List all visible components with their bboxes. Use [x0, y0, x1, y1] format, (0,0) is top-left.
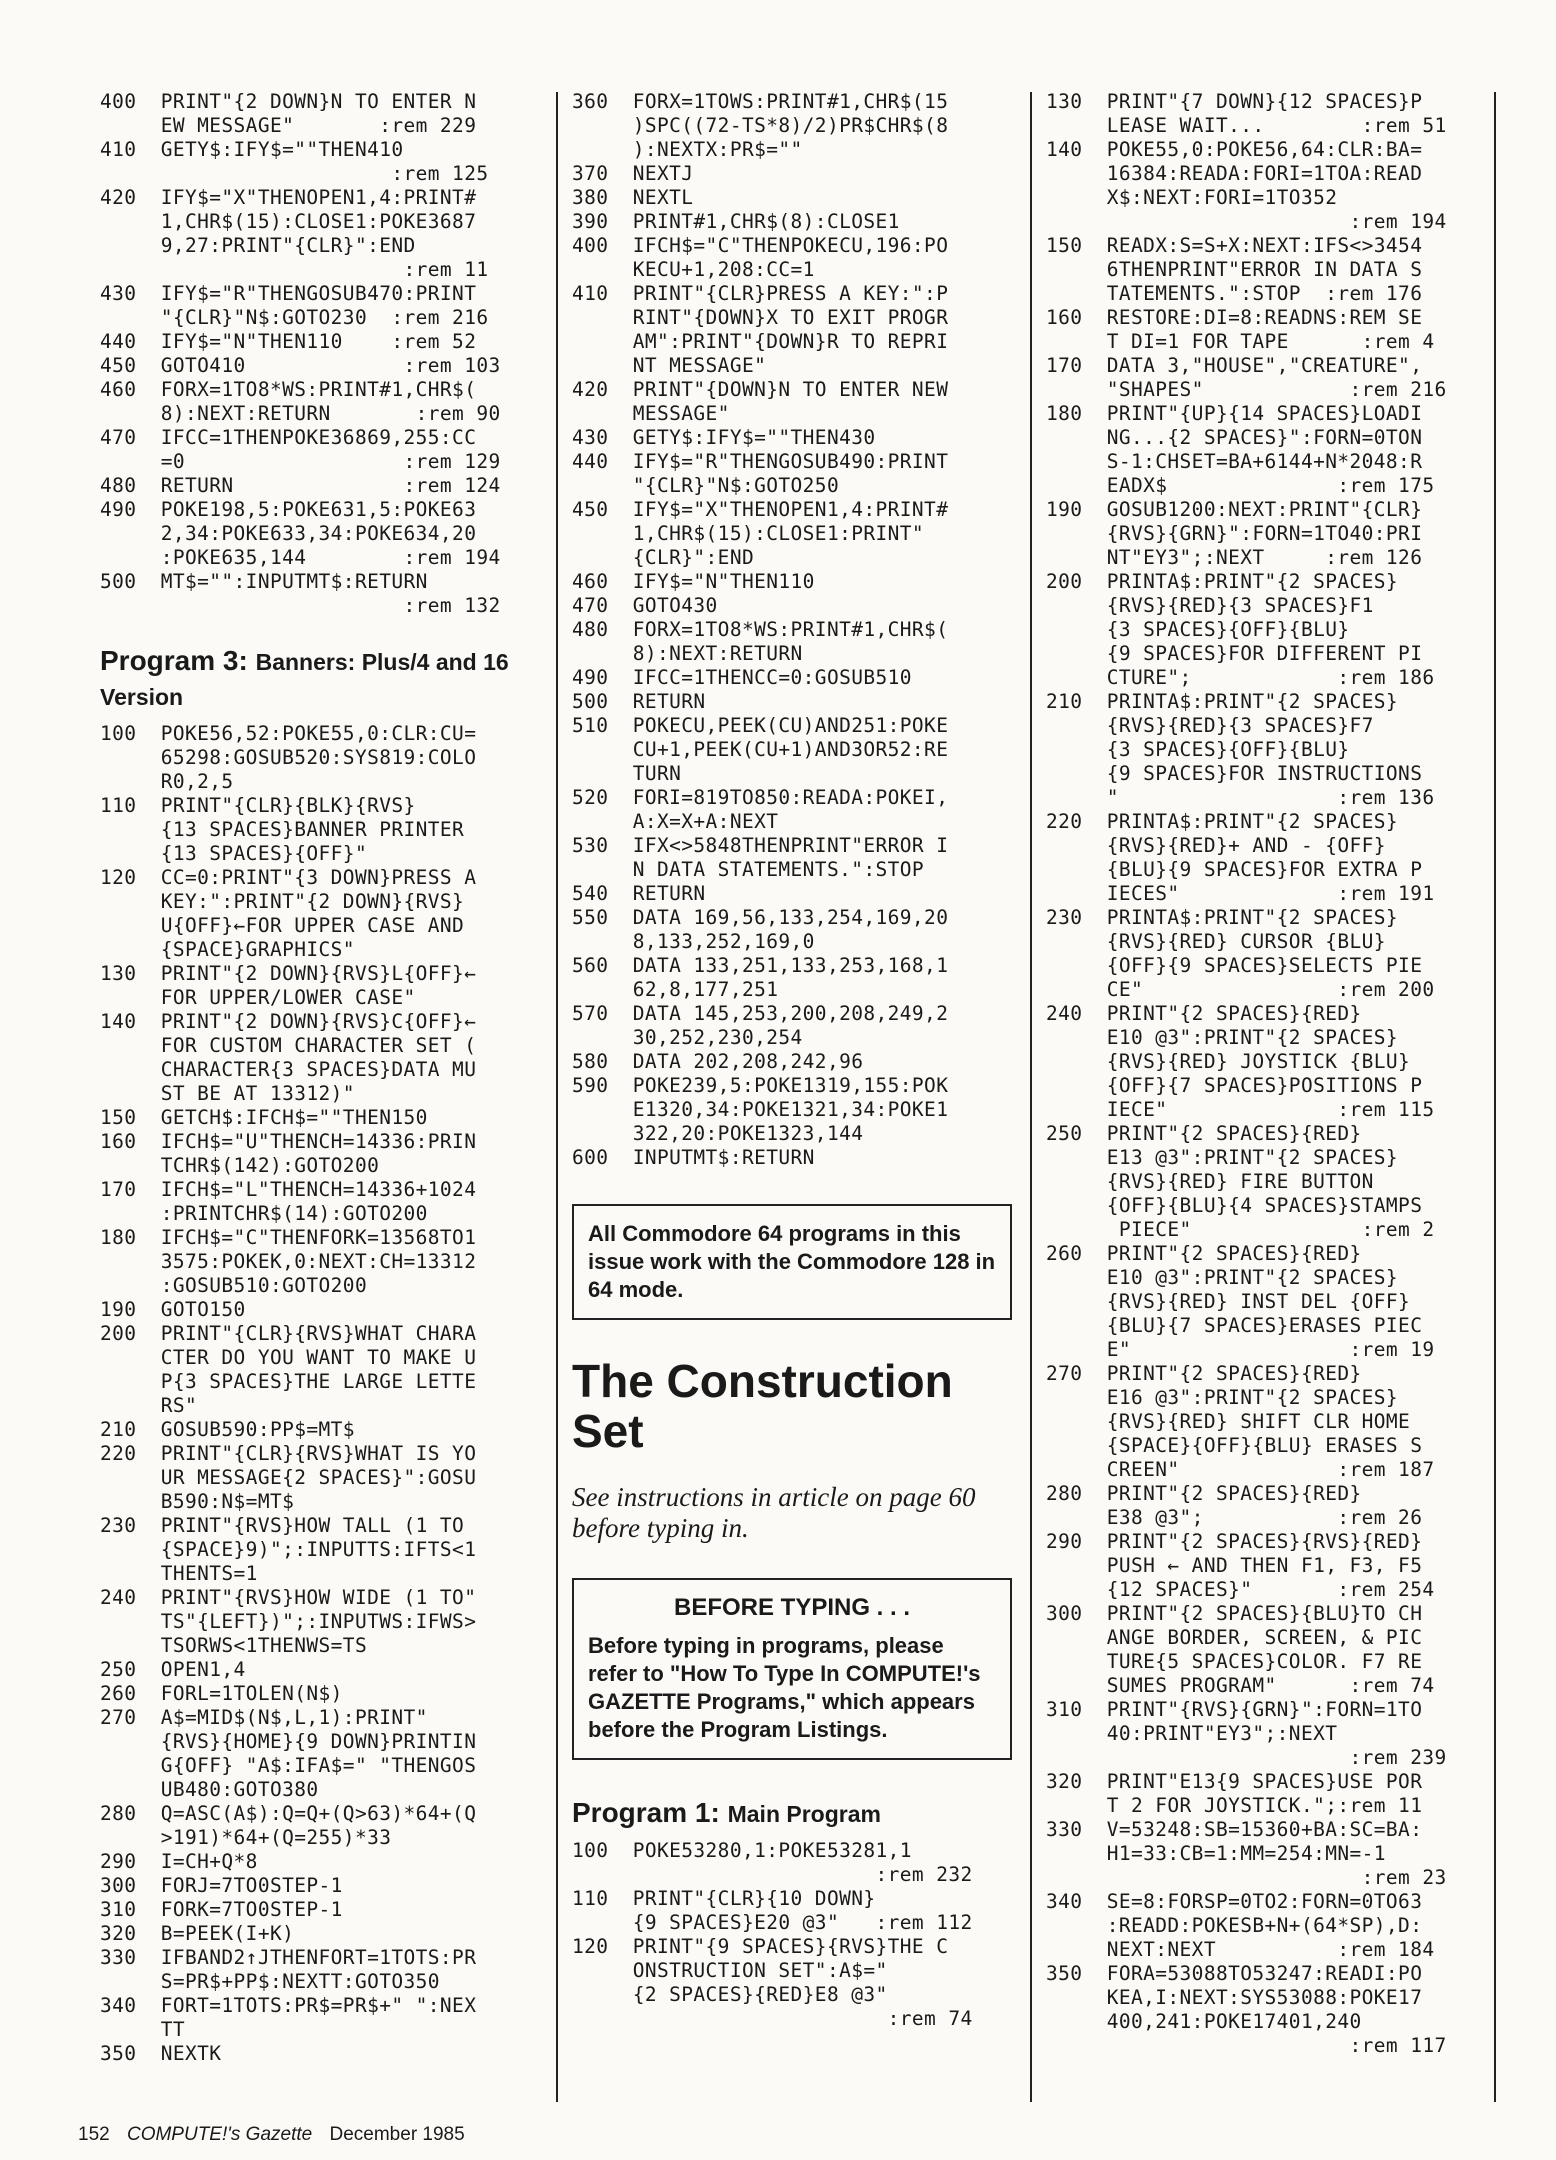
- code-line: :PRINTCHR$(14):GOTO200: [100, 1202, 428, 1225]
- code-line: 430 IFY$="R"THENGOSUB470:PRINT: [100, 282, 477, 305]
- code-line: {SPACE}9)";:INPUTTS:IFTS<1: [100, 1538, 477, 1561]
- code-line: {3 SPACES}{OFF}{BLU}: [1046, 618, 1350, 641]
- code-line: 160 RESTORE:DI=8:READNS:REM SE: [1046, 306, 1423, 329]
- code-line: 300 FORJ=7TO0STEP-1: [100, 1874, 343, 1897]
- code-line: ST BE AT 13312)": [100, 1082, 355, 1105]
- code-line: 310 PRINT"{RVS}{GRN}":FORN=1TO: [1046, 1698, 1423, 1721]
- code-line: 190 GOTO150: [100, 1298, 246, 1321]
- code-line: :POKE635,144 :rem 194: [100, 546, 501, 569]
- program-3-listing: [100, 722, 540, 2066]
- code-line: {SPACE}GRAPHICS": [100, 938, 355, 961]
- code-line: :rem 132: [100, 594, 501, 617]
- code-line: 410 GETY$:IFY$=""THEN410: [100, 138, 404, 161]
- column-2: [572, 90, 1012, 2031]
- code-line: 120 PRINT"{9 SPACES}{RVS}THE C: [572, 1935, 949, 1958]
- code-line: :rem 239: [1046, 1746, 1447, 1769]
- code-line: UR MESSAGE{2 SPACES}":GOSU: [100, 1466, 477, 1489]
- code-line: 9,27:PRINT"{CLR}":END: [100, 234, 416, 257]
- code-line: 220 PRINTA$:PRINT"{2 SPACES}: [1046, 810, 1399, 833]
- code-line: TS"{LEFT})";:INPUTWS:IFWS>: [100, 1610, 477, 1633]
- code-line: 450 GOTO410 :rem 103: [100, 354, 501, 377]
- code-line: 180 IFCH$="C"THENFORK=13568TO1: [100, 1226, 477, 1249]
- before-typing-text: Before typing in programs, please refer to "How To Type In COMPUTE!'s GAZETTE Programs," which appears before the Program Listings.: [588, 1633, 981, 1742]
- code-line: 340 FORT=1TOTS:PR$=PR$+" ":NEX: [100, 1994, 477, 2017]
- code-line: 100 POKE56,52:POKE55,0:CLR:CU=: [100, 722, 477, 745]
- code-line: 290 PRINT"{2 SPACES}{RVS}{RED}: [1046, 1530, 1423, 1553]
- code-line: 270 A$=MID$(N$,L,1):PRINT": [100, 1706, 428, 1729]
- code-line: UB480:GOTO380: [100, 1778, 319, 1801]
- code-line: 150 READX:S=S+X:NEXT:IFS<>3454: [1046, 234, 1423, 257]
- code-line: 320 PRINT"E13{9 SPACES}USE POR: [1046, 1770, 1423, 1793]
- program-1-listing: [572, 1839, 1012, 2031]
- code-line: A:X=X+A:NEXT: [572, 810, 779, 833]
- code-line: IECES" :rem 191: [1046, 882, 1435, 905]
- code-line: {SPACE}{OFF}{BLU} ERASES S: [1046, 1434, 1423, 1457]
- code-line: 8):NEXT:RETURN :rem 90: [100, 402, 501, 425]
- code-line: 420 PRINT"{DOWN}N TO ENTER NEW: [572, 378, 949, 401]
- code-line: 280 Q=ASC(A$):Q=Q+(Q>63)*64+(Q: [100, 1802, 477, 1825]
- program-3-label: Program 3:: [100, 645, 248, 676]
- code-line: 330 V=53248:SB=15360+BA:SC=BA:: [1046, 1818, 1423, 1841]
- column-1: [100, 90, 540, 2066]
- code-line: NT MESSAGE": [572, 354, 767, 377]
- code-line: N DATA STATEMENTS.":STOP: [572, 858, 925, 881]
- code-line: {RVS}{RED}{3 SPACES}F7: [1046, 714, 1374, 737]
- code-line: {BLU}{9 SPACES}FOR EXTRA P: [1046, 858, 1423, 881]
- code-line: 30,252,230,254: [572, 1026, 803, 1049]
- code-line: {9 SPACES}FOR DIFFERENT PI: [1046, 642, 1423, 665]
- code-line: 570 DATA 145,253,200,208,249,2: [572, 1002, 949, 1025]
- code-line: R0,2,5: [100, 770, 234, 793]
- code-line: H1=33:CB=1:MM=254:MN=-1: [1046, 1842, 1386, 1865]
- column-divider: [1030, 92, 1032, 2102]
- code-line: {RVS}{HOME}{9 DOWN}PRINTIN: [100, 1730, 477, 1753]
- code-line: 490 IFCC=1THENCC=0:GOSUB510: [572, 666, 912, 689]
- column-3: [1046, 90, 1486, 2058]
- code-line: 500 RETURN: [572, 690, 706, 713]
- code-line: 480 RETURN :rem 124: [100, 474, 501, 497]
- code-line: IECE" :rem 115: [1046, 1098, 1435, 1121]
- code-line: 410 PRINT"{CLR}PRESS A KEY:":P: [572, 282, 949, 305]
- code-line: 62,8,177,251: [572, 978, 779, 1001]
- code-line: :rem 23: [1046, 1866, 1447, 1889]
- code-line: 190 GOSUB1200:NEXT:PRINT"{CLR}: [1046, 498, 1423, 521]
- code-line: NEXT:NEXT :rem 184: [1046, 1938, 1435, 1961]
- code-line: 540 RETURN: [572, 882, 706, 905]
- code-line: 550 DATA 169,56,133,254,169,20: [572, 906, 949, 929]
- code-line: :rem 232: [572, 1863, 973, 1886]
- code-line: 1,CHR$(15):CLOSE1:POKE3687: [100, 210, 477, 233]
- note-text: All Commodore 64 programs in this issue work with the Commodore 128 in 64 mode.: [588, 1221, 996, 1302]
- code-line: {OFF}{BLU}{4 SPACES}STAMPS: [1046, 1194, 1423, 1217]
- code-line: LEASE WAIT... :rem 51: [1046, 114, 1447, 137]
- code-line: 380 NEXTL: [572, 186, 694, 209]
- code-line: :GOSUB510:GOTO200: [100, 1274, 368, 1297]
- code-line: 200 PRINTA$:PRINT"{2 SPACES}: [1046, 570, 1399, 593]
- code-line: 140 PRINT"{2 DOWN}{RVS}C{OFF}←: [100, 1010, 477, 1033]
- code-line: {RVS}{RED} FIRE BUTTON: [1046, 1170, 1374, 1193]
- code-line: {12 SPACES}" :rem 254: [1046, 1578, 1435, 1601]
- code-line: RINT"{DOWN}X TO EXIT PROGR: [572, 306, 949, 329]
- code-line: 150 GETCH$:IFCH$=""THEN150: [100, 1106, 428, 1129]
- code-line: 460 IFY$="N"THEN110: [572, 570, 815, 593]
- commodore-128-note-box: [572, 1204, 1012, 1320]
- code-line: FOR CUSTOM CHARACTER SET (: [100, 1034, 477, 1057]
- code-line: :rem 74: [572, 2007, 973, 2030]
- code-line: 250 PRINT"{2 SPACES}{RED}: [1046, 1122, 1362, 1145]
- code-line: U{OFF}←FOR UPPER CASE AND: [100, 914, 465, 937]
- code-line: {9 SPACES}E20 @3" :rem 112: [572, 1911, 973, 1934]
- column-divider: [556, 92, 558, 2102]
- code-line: CREEN" :rem 187: [1046, 1458, 1435, 1481]
- code-line: 420 IFY$="X"THENOPEN1,4:PRINT#: [100, 186, 477, 209]
- code-line: S=PR$+PP$:NEXTT:GOTO350: [100, 1970, 440, 1993]
- code-line: 270 PRINT"{2 SPACES}{RED}: [1046, 1362, 1362, 1385]
- code-line: MESSAGE": [572, 402, 730, 425]
- code-line: :READD:POKESB+N+(64*SP),D:: [1046, 1914, 1423, 1937]
- code-line: TT: [100, 2018, 185, 2041]
- code-line: ANGE BORDER, SCREEN, & PIC: [1046, 1626, 1423, 1649]
- code-line: {OFF}{7 SPACES}POSITIONS P: [1046, 1074, 1423, 1097]
- code-line: 1,CHR$(15):CLOSE1:PRINT": [572, 522, 925, 545]
- code-line: {BLU}{7 SPACES}ERASES PIEC: [1046, 1314, 1423, 1337]
- code-line: 490 POKE198,5:POKE631,5:POKE63: [100, 498, 477, 521]
- code-line: KEA,I:NEXT:SYS53088:POKE17: [1046, 1986, 1423, 2009]
- program-3-subtitle: Banners: Plus/4 and 16 Version: [100, 649, 509, 710]
- code-line: 170 DATA 3,"HOUSE","CREATURE",: [1046, 354, 1423, 377]
- code-line: TCHR$(142):GOTO200: [100, 1154, 380, 1177]
- code-line: AM":PRINT"{DOWN}R TO REPRI: [572, 330, 949, 353]
- code-line: 110 PRINT"{CLR}{BLK}{RVS}: [100, 794, 416, 817]
- code-line: 230 PRINTA$:PRINT"{2 SPACES}: [1046, 906, 1399, 929]
- magazine-name: COMPUTE!'s Gazette: [126, 2124, 313, 2145]
- code-line: 210 GOSUB590:PP$=MT$: [100, 1418, 355, 1441]
- code-line: {RVS}{GRN}":FORN=1TO40:PRI: [1046, 522, 1423, 545]
- code-line: G{OFF} "A$:IFA$=" "THENGOS: [100, 1754, 477, 1777]
- code-line: EADX$ :rem 175: [1046, 474, 1435, 497]
- code-line: X$:NEXT:FORI=1TO352: [1046, 186, 1338, 209]
- code-line: 440 IFY$="R"THENGOSUB490:PRINT: [572, 450, 949, 473]
- code-line: E13 @3":PRINT"{2 SPACES}: [1046, 1146, 1399, 1169]
- code-line: "{CLR}"N$:GOTO230 :rem 216: [100, 306, 489, 329]
- code-line: 460 FORX=1TO8*WS:PRINT#1,CHR$(: [100, 378, 477, 401]
- code-line: 170 IFCH$="L"THENCH=14336+1024: [100, 1178, 477, 1201]
- code-line: )SPC((72-TS*8)/2)PR$CHR$(8: [572, 114, 949, 137]
- code-line: CU+1,PEEK(CU+1)AND3OR52:RE: [572, 738, 949, 761]
- code-line: CTER DO YOU WANT TO MAKE U: [100, 1346, 477, 1369]
- code-line: {RVS}{RED} SHIFT CLR HOME: [1046, 1410, 1411, 1433]
- code-line: :rem 11: [100, 258, 489, 281]
- page-footer: [78, 2124, 465, 2146]
- code-line: CHARACTER{3 SPACES}DATA MU: [100, 1058, 477, 1081]
- code-line: FOR UPPER/LOWER CASE": [100, 986, 416, 1009]
- code-line: 340 SE=8:FORSP=0TO2:FORN=0TO63: [1046, 1890, 1423, 1913]
- code-line: 330 IFBAND2↑JTHENFORT=1TOTS:PR: [100, 1946, 477, 1969]
- code-line: 470 GOTO430: [572, 594, 718, 617]
- code-line: E1320,34:POKE1321,34:POKE1: [572, 1098, 949, 1121]
- code-line: 260 PRINT"{2 SPACES}{RED}: [1046, 1242, 1362, 1265]
- column-divider: [1494, 92, 1496, 2102]
- code-line: 400 IFCH$="C"THENPOKECU,196:PO: [572, 234, 949, 257]
- code-line: SUMES PROGRAM" :rem 74: [1046, 1674, 1435, 1697]
- code-line: CTURE"; :rem 186: [1046, 666, 1435, 689]
- program-3-listing-continued: [572, 90, 1012, 1170]
- code-line: KEY:":PRINT"{2 DOWN}{RVS}: [100, 890, 465, 913]
- program-1-listing-continued: [1046, 90, 1486, 2058]
- code-line: 430 GETY$:IFY$=""THEN430: [572, 426, 876, 449]
- code-line: 120 CC=0:PRINT"{3 DOWN}PRESS A: [100, 866, 477, 889]
- code-line: 440 IFY$="N"THEN110 :rem 52: [100, 330, 477, 353]
- code-line: 580 DATA 202,208,242,96: [572, 1050, 864, 1073]
- code-line: ONSTRUCTION SET":A$=": [572, 1959, 888, 1982]
- code-line: EW MESSAGE" :rem 229: [100, 114, 477, 137]
- code-line: E16 @3":PRINT"{2 SPACES}: [1046, 1386, 1399, 1409]
- code-line: 65298:GOSUB520:SYS819:COLO: [100, 746, 477, 769]
- code-line: 40:PRINT"EY3";:NEXT: [1046, 1722, 1338, 1745]
- code-line: 520 FORI=819TO850:READA:POKEI,: [572, 786, 949, 809]
- program-3-title: [100, 644, 540, 714]
- code-line: " :rem 136: [1046, 786, 1435, 809]
- code-line: 400,241:POKE17401,240: [1046, 2010, 1362, 2033]
- article-intro: See instructions in article on page 60 before typing in.: [572, 1482, 976, 1543]
- code-line: 140 POKE55,0:POKE56,64:CLR:BA=: [1046, 138, 1423, 161]
- code-line: 350 FORA=53088TO53247:READI:PO: [1046, 1962, 1423, 1985]
- program-1-title: [572, 1796, 1012, 1831]
- code-line: B590:N$=MT$: [100, 1490, 295, 1513]
- code-line: 500 MT$="":INPUTMT$:RETURN: [100, 570, 428, 593]
- code-line: PIECE" :rem 2: [1046, 1218, 1435, 1241]
- code-line: "SHAPES" :rem 216: [1046, 378, 1447, 401]
- code-line: 3575:POKEK,0:NEXT:CH=13312: [100, 1250, 477, 1273]
- code-line: 210 PRINTA$:PRINT"{2 SPACES}: [1046, 690, 1399, 713]
- code-line: 16384:READA:FORI=1TOA:READ: [1046, 162, 1423, 185]
- code-line: 360 FORX=1TOWS:PRINT#1,CHR$(15: [572, 90, 949, 113]
- code-line: E10 @3":PRINT"{2 SPACES}: [1046, 1026, 1399, 1049]
- code-line: 260 FORL=1TOLEN(N$): [100, 1682, 343, 1705]
- code-line: 250 OPEN1,4: [100, 1658, 246, 1681]
- code-line: E38 @3"; :rem 26: [1046, 1506, 1423, 1529]
- code-line: E" :rem 19: [1046, 1338, 1435, 1361]
- code-line: {13 SPACES}BANNER PRINTER: [100, 818, 465, 841]
- code-line: 560 DATA 133,251,133,253,168,1: [572, 954, 949, 977]
- code-line: 100 POKE53280,1:POKE53281,1: [572, 1839, 912, 1862]
- code-line: PUSH ← AND THEN F1, F3, F5: [1046, 1554, 1423, 1577]
- code-line: 220 PRINT"{CLR}{RVS}WHAT IS YO: [100, 1442, 477, 1465]
- code-line: TURN: [572, 762, 682, 785]
- code-line: 2,34:POKE633,34:POKE634,20: [100, 522, 477, 545]
- code-line: {RVS}{RED} JOYSTICK {BLU}: [1046, 1050, 1411, 1073]
- code-line: 290 I=CH+Q*8: [100, 1850, 258, 1873]
- code-line: {9 SPACES}FOR INSTRUCTIONS: [1046, 762, 1423, 785]
- listing-continued: [100, 90, 540, 618]
- code-line: 480 FORX=1TO8*WS:PRINT#1,CHR$(: [572, 618, 949, 641]
- code-line: E10 @3":PRINT"{2 SPACES}: [1046, 1266, 1399, 1289]
- code-line: {RVS}{RED}{3 SPACES}F1: [1046, 594, 1374, 617]
- code-line: 310 FORK=7TO0STEP-1: [100, 1898, 343, 1921]
- code-line: 350 NEXTK: [100, 2042, 222, 2065]
- code-line: 510 POKECU,PEEK(CU)AND251:POKE: [572, 714, 949, 737]
- program-1-label: Program 1:: [572, 1797, 720, 1828]
- code-line: {OFF}{9 SPACES}SELECTS PIE: [1046, 954, 1423, 977]
- code-line: 110 PRINT"{CLR}{10 DOWN}: [572, 1887, 876, 1910]
- page-number: 152: [78, 2124, 110, 2145]
- code-line: {2 SPACES}{RED}E8 @3": [572, 1983, 888, 2006]
- issue-date: December 1985: [329, 2124, 465, 2145]
- code-line: 240 PRINT"{2 SPACES}{RED}: [1046, 1002, 1362, 1025]
- code-line: {RVS}{RED} INST DEL {OFF}: [1046, 1290, 1411, 1313]
- code-line: S-1:CHSET=BA+6144+N*2048:R: [1046, 450, 1423, 473]
- code-line: :rem 125: [100, 162, 489, 185]
- code-line: 300 PRINT"{2 SPACES}{BLU}TO CH: [1046, 1602, 1423, 1625]
- code-line: 470 IFCC=1THENPOKE36869,255:CC: [100, 426, 477, 449]
- code-line: 600 INPUTMT$:RETURN: [572, 1146, 815, 1169]
- code-line: {3 SPACES}{OFF}{BLU}: [1046, 738, 1350, 761]
- code-line: 322,20:POKE1323,144: [572, 1122, 864, 1145]
- code-line: >191)*64+(Q=255)*33: [100, 1826, 392, 1849]
- code-line: P{3 SPACES}THE LARGE LETTE: [100, 1370, 477, 1393]
- code-line: {RVS}{RED} CURSOR {BLU}: [1046, 930, 1386, 953]
- article-title: The Construction Set: [572, 1355, 953, 1457]
- code-line: 390 PRINT#1,CHR$(8):CLOSE1: [572, 210, 900, 233]
- code-line: {RVS}{RED}+ AND - {OFF}: [1046, 834, 1386, 857]
- code-line: 230 PRINT"{RVS}HOW TALL (1 TO: [100, 1514, 465, 1537]
- code-line: :rem 117: [1046, 2034, 1447, 2057]
- code-line: 130 PRINT"{2 DOWN}{RVS}L{OFF}←: [100, 962, 477, 985]
- code-line: 130 PRINT"{7 DOWN}{12 SPACES}P: [1046, 90, 1423, 113]
- before-typing-heading: BEFORE TYPING . . .: [673, 1594, 911, 1621]
- code-line: TSORWS<1THENWS=TS: [100, 1634, 368, 1657]
- code-line: 200 PRINT"{CLR}{RVS}WHAT CHARA: [100, 1322, 477, 1345]
- code-line: :rem 194: [1046, 210, 1447, 233]
- before-typing-box: [572, 1578, 1012, 1760]
- code-line: 320 B=PEEK(I+K): [100, 1922, 295, 1945]
- code-line: CE" :rem 200: [1046, 978, 1435, 1001]
- code-line: {13 SPACES}{OFF}": [100, 842, 368, 865]
- code-line: TURE{5 SPACES}COLOR. F7 RE: [1046, 1650, 1423, 1673]
- code-line: 450 IFY$="X"THENOPEN1,4:PRINT#: [572, 498, 949, 521]
- code-line: 8,133,252,169,0: [572, 930, 815, 953]
- code-line: 590 POKE239,5:POKE1319,155:POK: [572, 1074, 949, 1097]
- code-line: THENTS=1: [100, 1562, 258, 1585]
- code-line: NT"EY3";:NEXT :rem 126: [1046, 546, 1423, 569]
- code-line: 240 PRINT"{RVS}HOW WIDE (1 TO": [100, 1586, 477, 1609]
- code-line: 370 NEXTJ: [572, 162, 694, 185]
- code-line: {CLR}":END: [572, 546, 755, 569]
- code-line: KECU+1,208:CC=1: [572, 258, 815, 281]
- code-line: 280 PRINT"{2 SPACES}{RED}: [1046, 1482, 1362, 1505]
- code-line: 160 IFCH$="U"THENCH=14336:PRIN: [100, 1130, 477, 1153]
- code-line: 8):NEXT:RETURN: [572, 642, 803, 665]
- program-1-subtitle: Main Program: [727, 1801, 881, 1827]
- code-line: T DI=1 FOR TAPE :rem 4: [1046, 330, 1435, 353]
- code-line: 530 IFX<>5848THENPRINT"ERROR I: [572, 834, 949, 857]
- code-line: ):NEXTX:PR$="": [572, 138, 803, 161]
- code-line: T 2 FOR JOYSTICK.";:rem 11: [1046, 1794, 1423, 1817]
- code-line: 180 PRINT"{UP}{14 SPACES}LOADI: [1046, 402, 1423, 425]
- code-line: NG...{2 SPACES}":FORN=0TON: [1046, 426, 1423, 449]
- code-line: TATEMENTS.":STOP :rem 176: [1046, 282, 1423, 305]
- code-line: 400 PRINT"{2 DOWN}N TO ENTER N: [100, 90, 477, 113]
- code-line: "{CLR}"N$:GOTO250: [572, 474, 840, 497]
- code-line: =0 :rem 129: [100, 450, 501, 473]
- code-line: RS": [100, 1394, 198, 1417]
- code-line: 6THENPRINT"ERROR IN DATA S: [1046, 258, 1423, 281]
